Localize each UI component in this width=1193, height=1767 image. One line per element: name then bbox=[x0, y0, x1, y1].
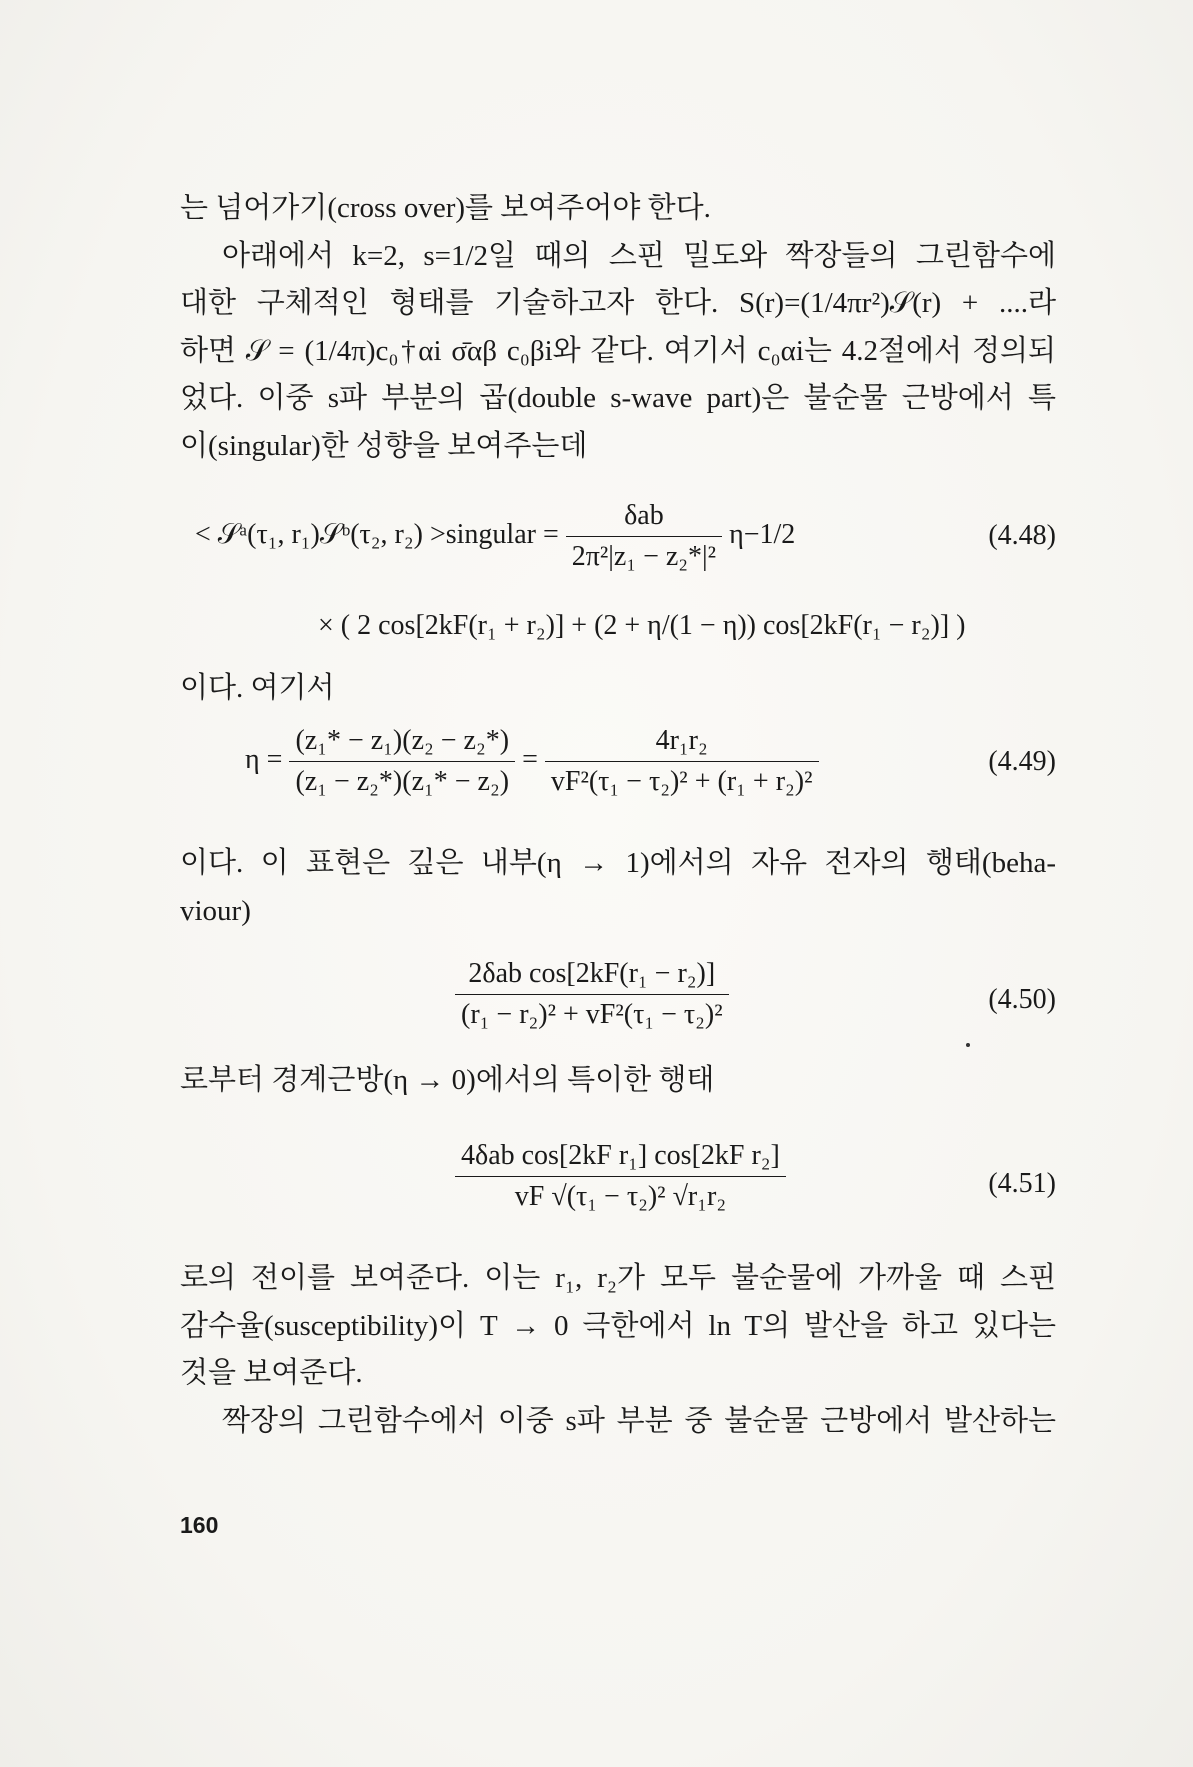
denominator: vF²(τ₁ − τ₂)² + (r₁ + r₂)² bbox=[550, 766, 813, 797]
paragraph-line: 이다. 이 표현은 깊은 내부(η → 1)에서의 자유 전자의 행태(beha- bbox=[180, 847, 1056, 879]
paragraph-line: 아래에서 k=2, s=1/2일 때의 스핀 밀도와 짝장들의 그린함수에 bbox=[222, 239, 1056, 272]
denominator: (z₁ − z₂*)(z₁* − z₂) bbox=[295, 766, 510, 797]
paragraph-line: 로부터 경계근방(η → 0)에서의 특이한 행태 bbox=[180, 1064, 715, 1096]
equation-4-49 bbox=[245, 725, 819, 798]
paragraph-line: 로의 전이를 보여준다. 이는 r₁, r₂가 모두 불순물에 가까울 때 스핀 bbox=[180, 1262, 1056, 1294]
numerator: (z₁* − z₁)(z₂ − z₂*) bbox=[289, 725, 515, 762]
fraction bbox=[545, 725, 819, 798]
numerator: 4r₁r₂ bbox=[545, 725, 819, 762]
equation-4-50 bbox=[455, 958, 729, 1031]
fraction bbox=[455, 958, 729, 1031]
paragraph-line: 대한 구체적인 형태를 기술하고자 한다. S(r)=(1/4πr²)𝒮(r) + ....라 bbox=[180, 287, 1056, 319]
numerator: δab bbox=[566, 500, 722, 537]
equation-4-48 bbox=[195, 500, 795, 573]
fraction bbox=[455, 1140, 786, 1213]
equation-number: (4.50) bbox=[988, 984, 1056, 1015]
numerator: 4δab cos[2kF r₁] cos[2kF r₂] bbox=[455, 1140, 786, 1177]
fraction bbox=[289, 725, 515, 798]
paragraph-line: 것을 보여준다. bbox=[180, 1357, 363, 1389]
equation-4-51 bbox=[455, 1140, 786, 1213]
equation-text: × ( 2 cos[2kF(r₁ + r₂)] + (2 + η/(1 − η)) cos[2kF(r₁ − r₂)] ) bbox=[318, 610, 966, 641]
denominator: vF √(τ₁ − τ₂)² √r₁r₂ bbox=[514, 1181, 727, 1212]
equation-4-48-line2 bbox=[318, 610, 966, 642]
page-number: 160 bbox=[180, 1512, 219, 1538]
fraction bbox=[566, 500, 722, 573]
denominator: (r₁ − r₂)² + vF²(τ₁ − τ₂)² bbox=[461, 999, 723, 1030]
numerator: 2δab cos[2kF(r₁ − r₂)] bbox=[455, 958, 729, 995]
text-block-5 bbox=[180, 1255, 1056, 1445]
stray-dot bbox=[966, 1043, 970, 1047]
paragraph-line: 이(singular)한 성향을 보여주는데 bbox=[180, 429, 588, 462]
paragraph-line: 감수율(susceptibility)이 T → 0 극한에서 ln T의 발산을 하고 있다는 bbox=[180, 1309, 1056, 1342]
equation-text: η−1/2 bbox=[729, 518, 796, 550]
equation-number: (4.49) bbox=[988, 746, 1056, 777]
paragraph-line: viour) bbox=[180, 894, 251, 927]
text-block-2 bbox=[180, 665, 1056, 713]
equation-text: < 𝒮ᵃ(τ₁, r₁)𝒮ᵇ(τ₂, r₂) >singular = bbox=[195, 518, 559, 550]
text-block-1 bbox=[180, 185, 1056, 470]
paragraph-line: 하면 𝒮 = (1/4π)c₀†αi σ̄αβ c₀βi와 같다. 여기서 c₀αi는 4.2절에서 정의되 bbox=[180, 334, 1056, 367]
denominator: 2π²|z₁ − z₂*|² bbox=[571, 541, 717, 572]
paragraph-line: 짝장의 그린함수에서 이중 s파 부분 중 불순물 근방에서 발산하는 bbox=[222, 1404, 1056, 1437]
paragraph-line: 이다. 여기서 bbox=[180, 672, 335, 704]
text-block-4 bbox=[180, 1057, 1056, 1105]
equation-number: (4.51) bbox=[988, 1168, 1056, 1199]
equation-text: η = bbox=[245, 743, 283, 775]
equals-sign: = bbox=[522, 743, 538, 775]
text-block-3 bbox=[180, 840, 1056, 935]
paragraph-line: 었다. 이중 s파 부분의 곱(double s-wave part)은 불순물 근방에서 특 bbox=[180, 382, 1056, 414]
equation-number: (4.48) bbox=[988, 520, 1056, 551]
paragraph-line: 는 넘어가기(cross over)를 보여주어야 한다. bbox=[180, 192, 711, 224]
